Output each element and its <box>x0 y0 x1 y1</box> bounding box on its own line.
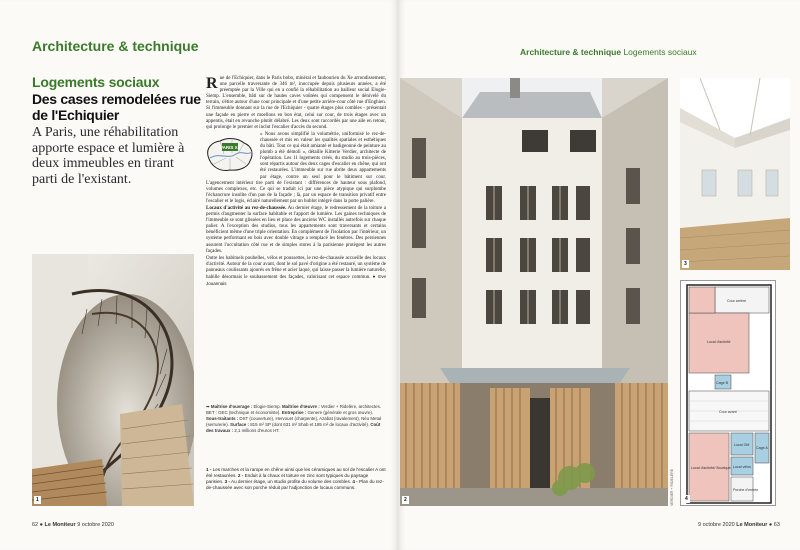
floor-plan-drawing <box>681 281 776 506</box>
article-body <box>206 76 386 289</box>
plan-label: Cage B <box>716 381 728 385</box>
photo-number: 2 <box>404 497 407 503</box>
courtyard-photo <box>400 78 668 506</box>
attic-photo <box>680 78 790 270</box>
body-paragraph: Outre les habituels poubelles, vélos et poussettes, le rez-de-chaussée accueille des locaux d'activité. Autour de la cour avant, dont le sol pavé d'origine a été restauré, un système de panneaux coulissants ajourés en frêne et acier laqué, qui laisse passer la lumière naturelle, habille désormais le soubassement des façades, valorisant cet espace commun. ● Eve Jouannais <box>206 255 387 287</box>
drop-cap: R <box>206 75 218 92</box>
ground-floor-plan <box>680 280 776 506</box>
photo-number: 3 <box>684 261 687 267</box>
staircase-photo <box>32 254 194 506</box>
plan-label: Cage A <box>756 446 768 450</box>
attic-image <box>680 78 790 270</box>
photo-number: 4 <box>685 496 688 502</box>
folio-right: 9 octobre 2020 Le Moniteur ● 63 <box>698 522 780 528</box>
body-paragraph: Locaux d'activité au rez-de-chaussée. Au dernier étage, le redressement de la toiture a permis d'augmenter la surface habitable et l'apport de lumière. Les gaines techniques de l'immeuble se sont glissées en lieu et place des anciens WC installés autrefois sur chaque palier. A l'exception des studios, tous les appartements sont traversants et certains bénéficient même d'une triple orientation. En complément de l'isolation par l'intérieur, un système performant en bois avec double vitrage a remplacé les fenêtres. Des persiennes assurent l'occultation côté rue et de simples stores à la parisienne protègent les autres façades. <box>206 205 387 254</box>
article-headline: Des cases remodelées rue de l'Echiquier <box>32 91 201 123</box>
plan-label: Local vélos <box>733 465 751 469</box>
project-credits: ➥ Maîtrise d'ouvrage : Elogie-Siemp. Maîtrise d'œuvre : Verdier + Ridelère, architectes. BET : GEC (technique et économiste). Entreprise : Genere (générale et gros œuvre). Sous-traitants : DST (couverture), Hervouet (charpente), Azabat (ravalement), Néo Metal (serrurerie). Surface : 815 m² SP (dont 631 m² Shab et 185 m² de locaux d'activité). Coût des travaux : 2,1 millions d'euros HT. <box>206 404 382 433</box>
plan-label: Cour avant <box>719 410 737 414</box>
courtyard-image <box>400 78 668 506</box>
plan-label: Local OM <box>734 443 750 447</box>
plan-label: Cour arrière <box>727 299 747 303</box>
paris-map-icon <box>202 134 256 174</box>
photo-captions: 1 - Les marches et la rampe en chêne ainsi que les céramiques au sol de l'escalier A ont été restaurées. 2 - Enduit à la chaux et toiture en zinc sont typiques du paysage parisien. 3 - Au dernier étage, un studio profite du volume des combles. 4 - Plan du rez-de-chaussée avec son porche réduit par l'adjonction de locaux communs. <box>206 467 386 490</box>
article-deck: A Paris, une réhabilitation apporte espace et lumière à deux immeubles en tirant parti de l'existant. <box>32 125 185 187</box>
body-paragraph: Rue de l'Echiquier, dans le Paris bobo, minéral et faubourien du Xe arrondissement, une parcelle traversante de 346 m², inoccupée depuis plusieurs années, a été préemptée par la Ville qui en a confié la réhabilitation au bailleur social Elogie-Siemp. L'ensemble, bâti sur de hautes caves voûtées qui compensent le dénivelé du terrain, s'étire autour d'une cour principale et d'une petite arrière-cour côté rue d'Enghien. Si l'immeuble donnant sur la rue de l'Echiquier - quatre étages plus combles - présentait une façade en pierre et moellons en bon état, celui sur cour, de trois étages avec un appentis, était en revanche plutôt délabré. Les deux sont raccordés par une aile en retour, qui prolonge le premier et inclut l'escalier d'accès du second. <box>206 75 386 130</box>
staircase-image <box>32 254 194 506</box>
left-page <box>0 0 398 550</box>
section-rubric-right: Architecture & technique Logements sociaux <box>520 47 697 57</box>
plan-label: Local d'activité <box>707 340 731 344</box>
author-signature: ● Eve Jouannais <box>206 274 387 287</box>
body-paragraph: « Nous avons simplifié la volumétrie, uniformisé le rez-de-chaussée et mis en valeur les qualités spatiales et esthétiques du bâti. Tout ce qui était amianté et badigeonné de peinture au plomb a été démoli », détaille Kitterie Verdier, architecte de l'opération. Les 11 logements créés, du studio au trois-pièces, sont répartis autour des deux cages d'escalier en chêne, qui ont été restaurées. L'immeuble sur rue abrite deux appartements par étage, contre un seul pour le bâtiment sur cour. L'agencement intérieur tire parti de l'existant : différences de hauteur sous plafond, volumes complexes, etc. Ce qui se traduit ici par une pièce atypique qui surplombe l'échancrure insolite d'un pan de la façade ; là, par un espace de transition privatif entre l'escalier et le logis, éclairé naturellement par un hublot intégré dans la porte palière. <box>206 131 386 204</box>
right-page <box>398 0 800 550</box>
section-rubric: Architecture & technique <box>32 38 199 54</box>
plan-label: Local d'activité/ Boutique <box>691 466 731 470</box>
photo-number: 1 <box>36 497 39 503</box>
folio-left: 62 ● Le Moniteur 9 octobre 2020 <box>32 522 114 528</box>
map-label: PARIS Xe <box>219 144 241 150</box>
photo-credit: VERDIER + RIDELÈRE <box>670 468 674 506</box>
plan-label: Porche d'entrée <box>733 488 759 492</box>
article-kicker: Logements sociaux <box>32 74 160 90</box>
